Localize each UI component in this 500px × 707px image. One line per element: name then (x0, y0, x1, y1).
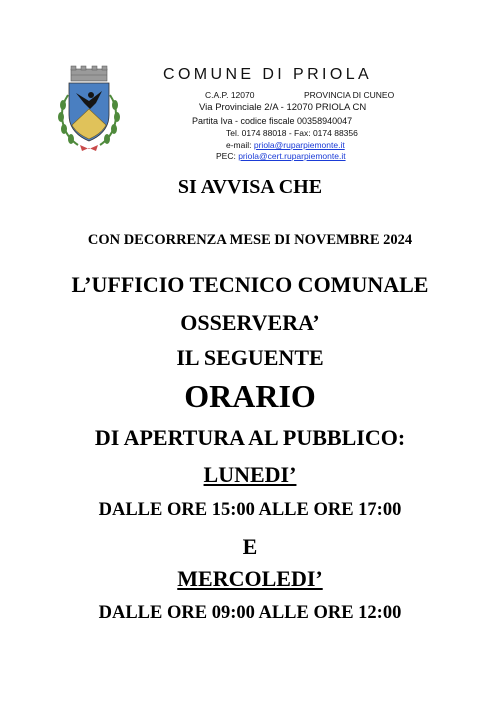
conjunction: E (242, 534, 258, 559)
municipality-title: COMUNE DI PRIOLA (163, 66, 373, 83)
schedule-title: ORARIO (184, 378, 316, 414)
municipal-coat-of-arms-icon (56, 65, 122, 155)
effective-date: CON DECORRENZA MESE DI NOVEMBRE 2024 (87, 232, 413, 248)
notice-heading: SI AVVISA CHE (177, 176, 323, 198)
address: Via Provinciale 2/A - 12070 PRIOLA CN (199, 102, 367, 113)
postal-code: C.A.P. 12070 (205, 90, 255, 100)
vat-number: Partita Iva - codice fiscale 00358940047 (192, 116, 353, 126)
day-monday: LUNEDI’ (203, 462, 297, 487)
day-wednesday: MERCOLEDI’ (177, 566, 323, 591)
hours-wednesday: DALLE ORE 09:00 ALLE ORE 12:00 (98, 603, 402, 623)
phone-fax: Tel. 0174 88018 - Fax: 0174 88356 (226, 128, 358, 138)
office-name: L’UFFICIO TECNICO COMUNALE (71, 272, 429, 297)
pec-link[interactable]: priola@cert.ruparpiemonte.it (238, 151, 346, 161)
hours-monday: DALLE ORE 15:00 ALLE ORE 17:00 (98, 500, 402, 520)
opening-text: DI APERTURA AL PUBBLICO: (94, 425, 406, 450)
province: PROVINCIA DI CUNEO (304, 90, 395, 100)
email-label: e-mail: (226, 140, 254, 150)
following-text: IL SEGUENTE (176, 345, 324, 370)
pec-label: PEC: (216, 151, 239, 161)
email-link[interactable]: priola@ruparpiemonte.it (253, 140, 345, 150)
pec-line (216, 151, 346, 161)
email-line (226, 140, 345, 150)
observe-text: OSSERVERA’ (180, 310, 320, 335)
